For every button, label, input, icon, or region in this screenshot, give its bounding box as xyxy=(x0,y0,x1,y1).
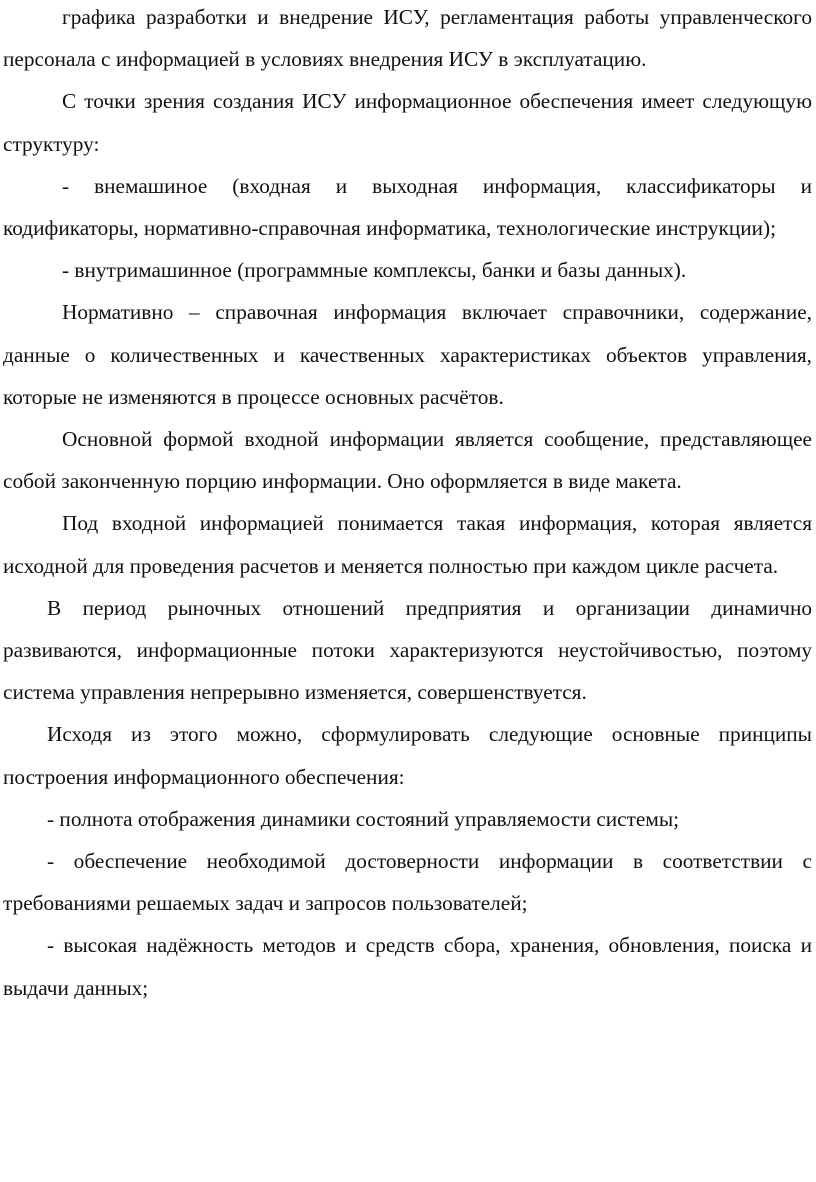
paragraph-5: Под входной информацией понимается такая информация, которая является исходной для проведения расчетов и меняется полностью при каждом цикле расчета. xyxy=(3,511,812,578)
list-item-2: - внутримашинное (программные комплексы, банки и базы данных). xyxy=(62,258,687,283)
paragraph-6: В период рыночных отношений предприятия и организации динамично развиваются, информационные потоки характеризуются неустойчивостью, поэтому система управления непрерывно изменяется, совершенствуется. xyxy=(3,595,812,705)
list-item-1: - внемашиное (входная и выходная информация, классификаторы и кодификаторы, нормативно-справочная информатика, технологические инструкции); xyxy=(3,173,812,241)
paragraph-2: С точки зрения создания ИСУ информационное обеспечения имеет следующую структуру: xyxy=(3,89,812,156)
paragraph-3: Нормативно – справочная информация включает справочники, содержание, данные о количественных и качественных характеристиках объектов управления, которые не изменяются в процессе основных расчётов. xyxy=(3,300,812,409)
document-page xyxy=(3,0,812,1009)
paragraph-4: Основной формой входной информации является сообщение, представляющее собой законченную порцию информации. Оно оформляется в виде макета. xyxy=(3,427,812,494)
paragraph-7: Исходя из этого можно, сформулировать следующие основные принципы построения информационного обеспечения: xyxy=(3,722,812,789)
principle-item-3: - высокая надёжность методов и средств сбора, хранения, обновления, поиска и выдачи данных; xyxy=(3,933,812,1000)
paragraph-1: графика разработки и внедрение ИСУ, регламентация работы управленческого персонала с информацией в условиях внедрения ИСУ в эксплуатацию. xyxy=(3,5,812,72)
principle-item-1: - полнота отображения динамики состояний управляемости системы; xyxy=(47,806,680,831)
principle-item-2: - обеспечение необходимой достоверности информации в соответствии с требованиями решаемых задач и запросов пользователей; xyxy=(3,849,812,916)
